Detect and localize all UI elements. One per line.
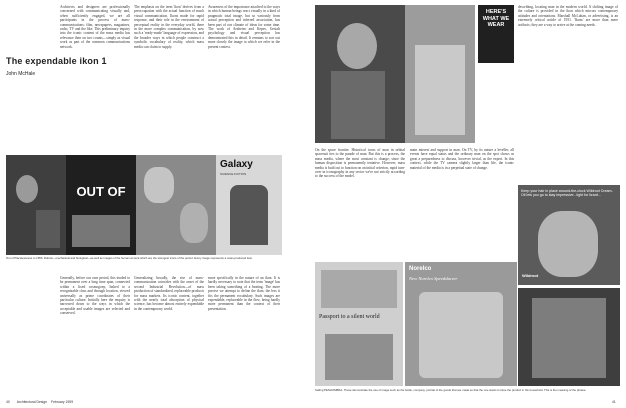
hero-photo-suit (405, 5, 475, 143)
robot-head-shape (16, 175, 38, 203)
passport-ad (315, 262, 403, 386)
wildroot-tagline: Keep your hair in place around-the-clock Wildroot Cream-Oil lets you go to stay impressive...light for lizard... (521, 189, 613, 198)
left-body-column-3: more specifically in the nature of an ikon. It is hardly necessary to note that the term 'image' has been taking something of a beating. The more precise we attempt to define the ikon, the less it fits the permanent vocabulary. Such images are expendable, replaceable in the flow, being hardly more permanent than the context of their presentation. (208, 276, 280, 311)
right-column-3: describing, locating man in the modern world. A shifting image of the culture is provided in the ikon which mirrors contemporary attitudes and orientations. Marshall McLuhan, or advertising, is an extremely critical article of 1951. 'Ikons' are more than mere artifacts; they are a way to arrive at the coming needs. (518, 5, 618, 27)
lower-ad-figure-shape (532, 298, 606, 378)
out-of-text: OUT OF (76, 184, 126, 199)
spacesuit-shape (331, 71, 385, 139)
right-hero-image (315, 5, 475, 143)
galaxy-figure-shape (230, 185, 268, 245)
wildroot-face-shape (538, 211, 598, 277)
figure-shape (36, 210, 60, 248)
left-footer (6, 400, 73, 404)
suit-figure-shape (415, 45, 465, 135)
left-page-number: 40 (6, 400, 10, 404)
figure-group-shape (72, 215, 130, 247)
shaver-shape (419, 292, 503, 378)
hero-photo-astronaut (315, 5, 405, 143)
passport-ad-top-photo (321, 270, 397, 308)
left-body-column-1: Generally, before our own period, this tended to be permanent over a long time span, connected within a fixed cosmogony, linked to a recognizable class and through location, viewed universally as prime coordinates of their particular culture. Initially here the enquiry is narrowed down to the ways in which the acceptable and usable images are selected and conserved. (60, 276, 130, 316)
wildroot-brand: Wildroot (522, 273, 539, 278)
left-intro-column-3: Awareness of the importance attached to the ways in which human beings react visually in a kind of pragmatic total image, but so variously from actual perception and inferred association, has been part of our climate of ideas for some time. The work of Arnheim and Kepes, Gestalt psychology and visual perception has demonstrated this in detail. It remains to sort out more closely the image to which we refer in the present context. (208, 5, 280, 49)
article-title: The expendable ikon 1 (6, 56, 107, 66)
norelco-title: New Norelco Speedshaver (409, 276, 458, 281)
collage-panel-out-of (66, 155, 136, 255)
norelco-brand: Norelco (409, 266, 432, 272)
right-column-2: main interest and support in man. On TV, by its nature a leveller, all events have equal status and the ordinary man on the spot shows as great a preparedness to discuss, however trivial, as the expert. In this context, while the TV camera slightly larger than life, the iconic material of the media is in a perpetual state of change. (410, 148, 514, 170)
galaxy-cover (216, 155, 282, 255)
left-intro-column-1: Architects and designers are professionally concerned with communicating visually and, when sufficiently engaged, we are all participants in the process of mass-communications: film, newspapers, magazines, radio, TV and the like. This preliminary inquiry into the iconic content of the mass media has relevance then on two counts—simply as visual work as part of the common communications network. (60, 5, 130, 49)
magazine-name: Architectural Design (16, 400, 48, 404)
galaxy-title: Galaxy (220, 159, 253, 170)
left-intro-column-2: The emphasis on the term 'ikon' derives from a preoccupation with the actual function of much visual communication. Ikons made for rapid response, and their role in the environment of perceptual reality in the everyday world, there in the more complex communication, by now such a 'ready-made' language of expression, and the broader ways in which people construct a symbolic vocabulary of reality, which mass media can claim to supply. (134, 5, 204, 49)
collage-panel-robots (6, 155, 66, 255)
article-author: John McHale (6, 71, 36, 77)
wildroot-ad-photo-lower (518, 288, 620, 386)
wildroot-ad (518, 185, 620, 285)
passport-ad-title: Passport to a silent world (319, 314, 380, 320)
heres-what-we-wear-panel (478, 5, 514, 63)
right-column-1: On the space frontier. Historical icons of man in orbital spacesuit ties to the parade of man. But this is a process, the mass media, where the most constant is change; since the human disposition is permanently tentative. However, mass media is built out to function on an initial criterion, rapid turn-over in iconography in any sector we're not strictly according to the success of the model. (315, 148, 405, 179)
norelco-ad (405, 262, 517, 386)
heres-what-we-wear-text: HERE'S WHAT WE WEAR (482, 9, 510, 28)
issue-date: February 1959 (51, 400, 74, 404)
face-shape-1 (144, 167, 174, 203)
right-caption: Selling PENHOMBRA. These demonstrate the use of image such as the bottle, company, portrait of the goods that are made so that the one wants to have the product in the household. This is the meaning of the phrase. (315, 389, 587, 392)
left-caption: Out of Placelessness to 1956. Robots—mechanical and biological—as well as images of the human at work which are the strongest icons of the period. Every image represents a mass-produced ikon. (6, 257, 253, 260)
right-page-number: 41 (612, 400, 616, 404)
galaxy-subtitle: SCIENCE FICTION (220, 172, 247, 176)
left-body-column-2: Generalizing broadly, the rise of mass-communication coincides with the onset of the second Industrial Revolution—of mass production of standardized, replaceable products for mass markets. Its iconic content, together with the nearly total absorption of physical science, has become almost entirely expendable in the contemporary world. (134, 276, 204, 311)
collage-panel-faces (136, 155, 216, 255)
left-collage-image (6, 155, 282, 255)
passport-ad-photo (325, 334, 393, 380)
helmet-shape (337, 23, 377, 69)
face-shape-2 (180, 203, 208, 243)
